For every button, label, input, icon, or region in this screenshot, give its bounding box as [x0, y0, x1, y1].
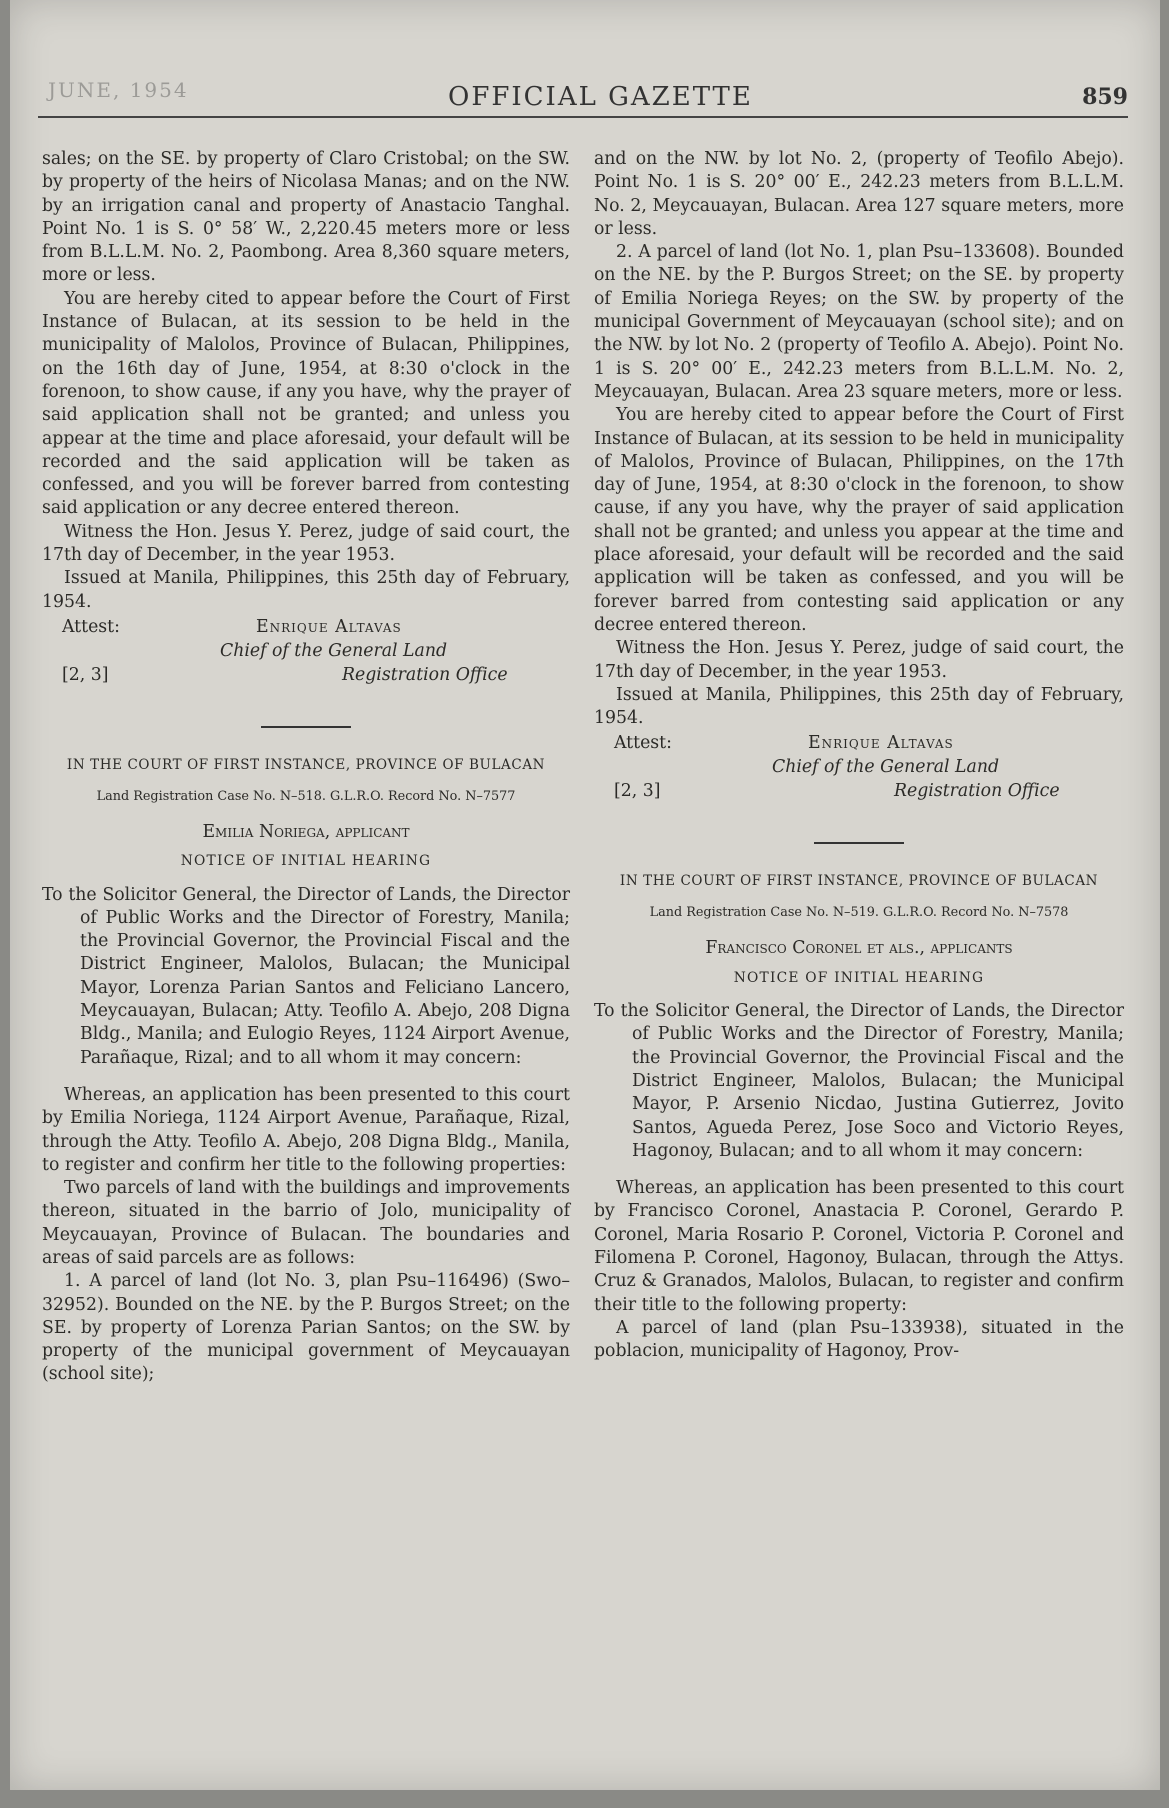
page-header	[38, 78, 1128, 118]
paragraph: You are hereby cited to appear before the Court of First Instance of Bulacan, at its session to be held in municipality of Malolos, Province of Bulacan, Philippines, on the 17th day of June, 1954, at 8:30 o'clock in the forenoon, to show cause, if any you have, why the prayer of said application shall not be granted; and unless you appear at the time and place aforesaid, your default will be recorded and the said application will be taken as confessed, and you will be forever barred from contesting said application or any decree entered thereon.	[594, 405, 1124, 635]
paragraph: You are hereby cited to appear before the Court of First Instance of Bulacan, at its session to be held in the municipality of Malolos, Province of Bulacan, Philippines, on the 16th day of June, 1954, at 8:30 o'clock in the forenoon, to show cause, if any you have, why the prayer of said application shall not be granted; and unless you appear at the time and place aforesaid, your default will be recorded and the said application will be taken as confessed, and you will be forever barred from contesting said application or any decree entered thereon.	[42, 288, 570, 519]
attestation-block	[594, 732, 1124, 820]
attest-title-line-1: Chief of the General Land	[220, 640, 448, 661]
attest-label: Attest:	[614, 733, 672, 754]
paragraph: Witness the Hon. Jesus Y. Perez, judge of said court, the 17th day of December, in the year 1953.	[594, 638, 1124, 682]
addressees: To the Solicitor General, the Director of Lands, the Director of Public Works and the Director of Forestry, Manila; the Provincial Governor, the Provincial Fiscal and the District Engineer, Malolos, Bulacan; the Municipal Mayor, P. Arsenio Nicdao, Justina Gutierrez, Jovito Santos, Agueda Perez, Jose Soco and Victorio Reyes, Hagonoy, Bulacan; and to all whom it may concern:	[594, 1001, 1124, 1161]
paragraph: Witness the Hon. Jesus Y. Perez, judge of said court, the 17th day of December, in the year 1953.	[42, 521, 570, 566]
header-issue-date: JUNE, 1954	[48, 78, 189, 102]
notice-heading: NOTICE OF INITIAL HEARING	[180, 853, 432, 870]
paragraph: sales; on the SE. by property of Claro Cristobal; on the SW. by property of the heirs of Nicolasa Manas; and on the NW. by an irrigation canal and property of Anastacio Tanghal. Point No. 1 is S. 0° 58′ W., 2,220.45 meters more or less from B.L.L.M. No. 2, Paombong. Area 8,360 square meters, more or less.	[42, 149, 570, 286]
court-heading: IN THE COURT OF FIRST INSTANCE, PROVINCE OF BULACAN	[619, 873, 1099, 890]
notice-heading: NOTICE OF INITIAL HEARING	[733, 969, 985, 986]
header-title: OFFICIAL GAZETTE	[448, 82, 753, 112]
paragraph: 1. A parcel of land (lot No. 3, plan Psu–116496) (Swo–32952). Bounded on the NE. by the P. Burgos Street; on the SE. by property of Lorenza Parian Santos; on the SW. by property of the municipal government of Meycauayan (school site);	[42, 1271, 570, 1385]
court-heading: IN THE COURT OF FIRST INSTANCE, PROVINCE OF BULACAN	[66, 756, 546, 773]
attest-title-line-2: Registration Office	[342, 664, 508, 685]
attest-label: Attest:	[62, 616, 120, 637]
addressees: To the Solicitor General, the Director of Lands, the Director of Public Works and the Director of Forestry, Manila; the Provincial Governor, the Provincial Fiscal and the District Engineer, Malolos, Bulacan; the Municipal Mayor, Lorenza Parian Santos and Feliciano Lancero, Meycauayan, Bulacan; Atty. Teofilo A. Abejo, 208 Digna Bldg., Manila; and Eulogio Reyes, 1124 Airport Avenue, Parañaque, Rizal; and to all whom it may concern:	[42, 884, 570, 1068]
attest-name: Enrique Altavas	[256, 616, 402, 637]
attest-title-line-1: Chief of the General Land	[772, 757, 1000, 778]
paragraph: A parcel of land (plan Psu–133938), situated in the poblacion, municipality of Hagonoy, Prov-	[594, 1317, 1124, 1362]
page-number: 859	[1082, 84, 1128, 110]
paragraph: Whereas, an application has been presented to this court by Emilia Noriega, 1124 Airport Avenue, Parañaque, Rizal, through the Atty. Teofilo A. Abejo, 208 Digna Bldg., Manila, to register and confirm her title to the following properties:	[42, 1084, 570, 1175]
section-divider	[261, 726, 351, 728]
case-number: Land Registration Case No. N–519. G.L.R.O. Record No. N–7578	[649, 905, 1069, 921]
issue-reference: [2, 3]	[62, 664, 109, 685]
paragraph: Whereas, an application has been presented to this court by Francisco Coronel, Anastacia P. Coronel, Gerardo P. Coronel, Maria Rosario P. Coronel, Victoria P. Coronel and Filomena P. Coronel, Hagonoy, Bulacan, through the Attys. Cruz & Granados, Malolos, Bulacan, to register and confirm their title to the following property:	[594, 1178, 1124, 1315]
right-column	[594, 148, 1124, 1363]
attest-name: Enrique Altavas	[808, 733, 954, 754]
applicant-name: Francisco Coronel et als., applicants	[705, 938, 1013, 959]
applicant-name: Emilia Noriega, applicant	[202, 821, 410, 842]
attestation-block	[42, 616, 570, 704]
paragraph: Issued at Manila, Philippines, this 25th day of February, 1954.	[594, 684, 1124, 729]
case-number: Land Registration Case No. N–518. G.L.R.O. Record No. N–7577	[96, 788, 516, 804]
paragraph: Two parcels of land with the buildings and improvements thereon, situated in the barrio of Jolo, municipality of Meycauayan, Province of Bulacan. The boundaries and areas of said parcels are as follows:	[42, 1178, 570, 1268]
paragraph: and on the NW. by lot No. 2, (property of Teofilo Abejo). Point No. 1 is S. 20° 00′ E., 242.23 meters from B.L.L.M. No. 2, Meycauayan, Bulacan. Area 127 square meters, more or less.	[594, 149, 1124, 239]
gazette-page	[10, 0, 1160, 1790]
left-column	[42, 148, 570, 1387]
paragraph: 2. A parcel of land (lot No. 1, plan Psu–133608). Bounded on the NE. by the P. Burgos Street; on the SE. by property of Emilia Noriega Reyes; on the SW. by property of the municipal Government of Meycauayan (school site); and on the NW. by lot No. 2 (property of Teofilo A. Abejo). Point No. 1 is S. 20° 00′ E., 242.23 meters from B.L.L.M. No. 2, Meycauayan, Bulacan. Area 23 square meters, more or less.	[594, 242, 1124, 402]
issue-reference: [2, 3]	[614, 781, 661, 802]
attest-title-line-2: Registration Office	[894, 781, 1060, 802]
paragraph: Issued at Manila, Philippines, this 25th day of February, 1954.	[42, 568, 570, 612]
section-divider	[814, 842, 904, 844]
